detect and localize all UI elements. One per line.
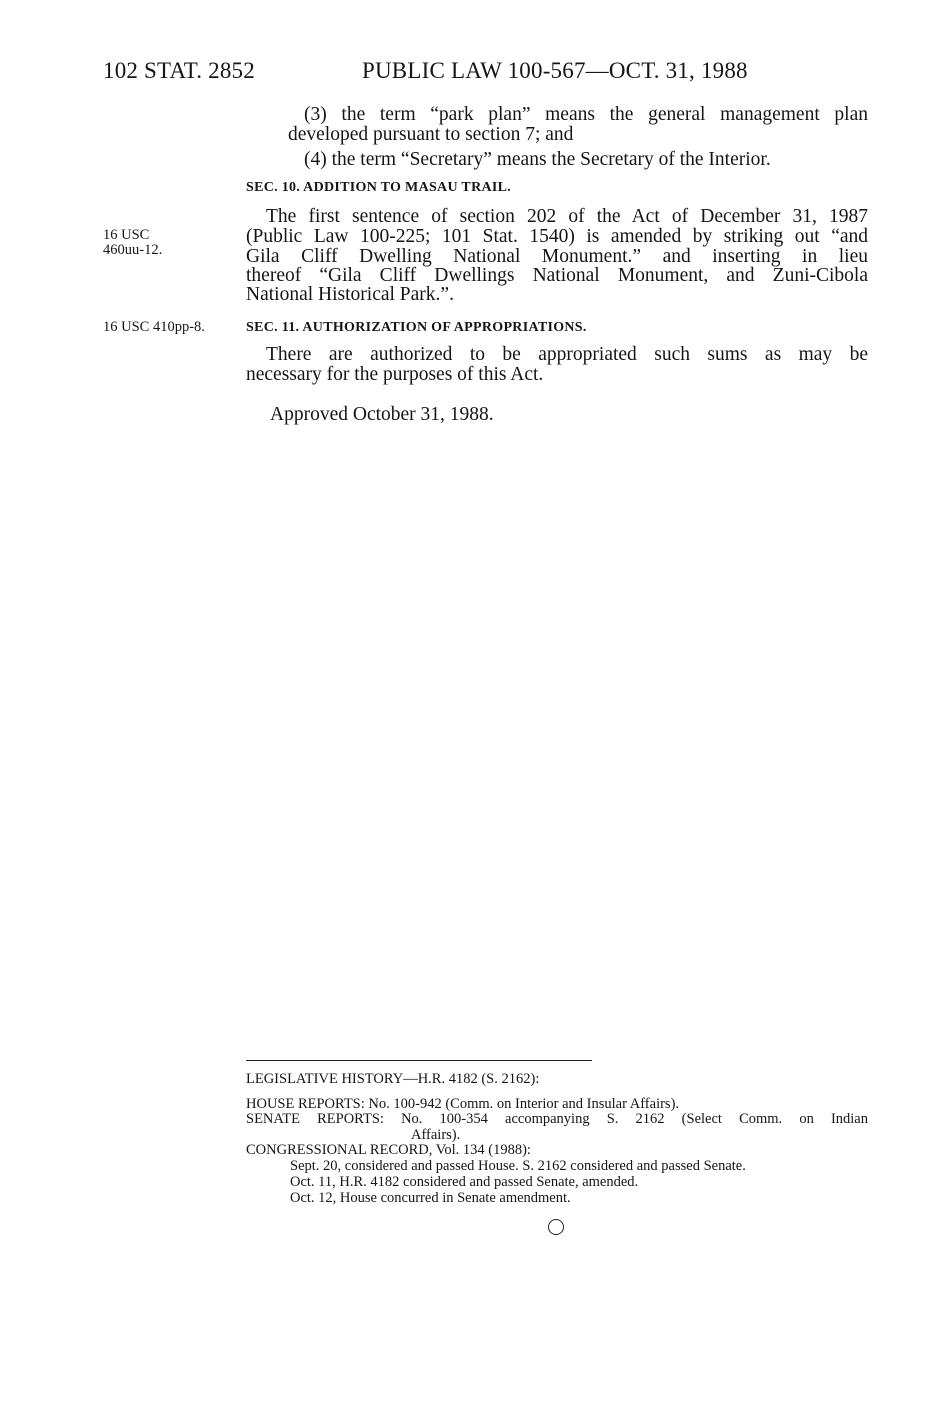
- sec9-item3-line2: developed pursuant to section 7; and: [288, 124, 574, 145]
- sec10-line: thereof “Gila Cliff Dwellings National Monument, and Zuni-Cibola: [246, 265, 868, 286]
- footnote-rule: [246, 1060, 592, 1061]
- sec9-item3-line1: (3) the term “park plan” means the general management plan: [304, 104, 868, 125]
- sec10-line: Gila Cliff Dwelling National Monument.” and inserting in lieu: [246, 246, 868, 267]
- record-entry: Oct. 12, House concurred in Senate amendment.: [290, 1190, 571, 1206]
- sec10-margin-note-line2: 460uu-12.: [103, 242, 163, 258]
- page-stat-number: 102 STAT. 2852: [103, 58, 255, 83]
- sec10-margin-note-line1: 16 USC: [103, 227, 150, 243]
- sec9-item4: (4) the term “Secretary” means the Secretary of the Interior.: [304, 149, 771, 170]
- end-of-document-mark: [548, 1219, 564, 1235]
- page-running-title: PUBLIC LAW 100-567—OCT. 31, 1988: [362, 58, 748, 83]
- congressional-record: CONGRESSIONAL RECORD, Vol. 134 (1988):: [246, 1142, 531, 1158]
- sec10-line: National Historical Park.”.: [246, 284, 454, 305]
- record-entry: Sept. 20, considered and passed House. S. 2162 considered and passed Senate.: [290, 1158, 746, 1174]
- senate-reports-line2: Affairs).: [411, 1127, 461, 1143]
- sec11-margin-note: 16 USC 410pp-8.: [103, 319, 205, 335]
- sec11-heading: SEC. 11. AUTHORIZATION OF APPROPRIATIONS.: [246, 320, 587, 335]
- senate-reports-line1: SENATE REPORTS: No. 100-354 accompanying S. 2162 (Select Comm. on Indian: [246, 1111, 868, 1127]
- sec10-heading: SEC. 10. ADDITION TO MASAU TRAIL.: [246, 180, 512, 195]
- sec11-line1: There are authorized to be appropriated such sums as may be: [266, 344, 868, 365]
- sec10-line: (Public Law 100-225; 101 Stat. 1540) is amended by striking out “and: [246, 226, 868, 247]
- house-reports: HOUSE REPORTS: No. 100-942 (Comm. on Interior and Insular Affairs).: [246, 1096, 680, 1112]
- sec11-line2: necessary for the purposes of this Act.: [246, 364, 544, 385]
- legislative-history-title: LEGISLATIVE HISTORY—H.R. 4182 (S. 2162):: [246, 1071, 540, 1087]
- record-entry: Oct. 11, H.R. 4182 considered and passed Senate, amended.: [290, 1174, 639, 1190]
- approval-date: Approved October 31, 1988.: [270, 404, 494, 425]
- sec10-line: The first sentence of section 202 of the Act of December 31, 1987: [266, 206, 868, 227]
